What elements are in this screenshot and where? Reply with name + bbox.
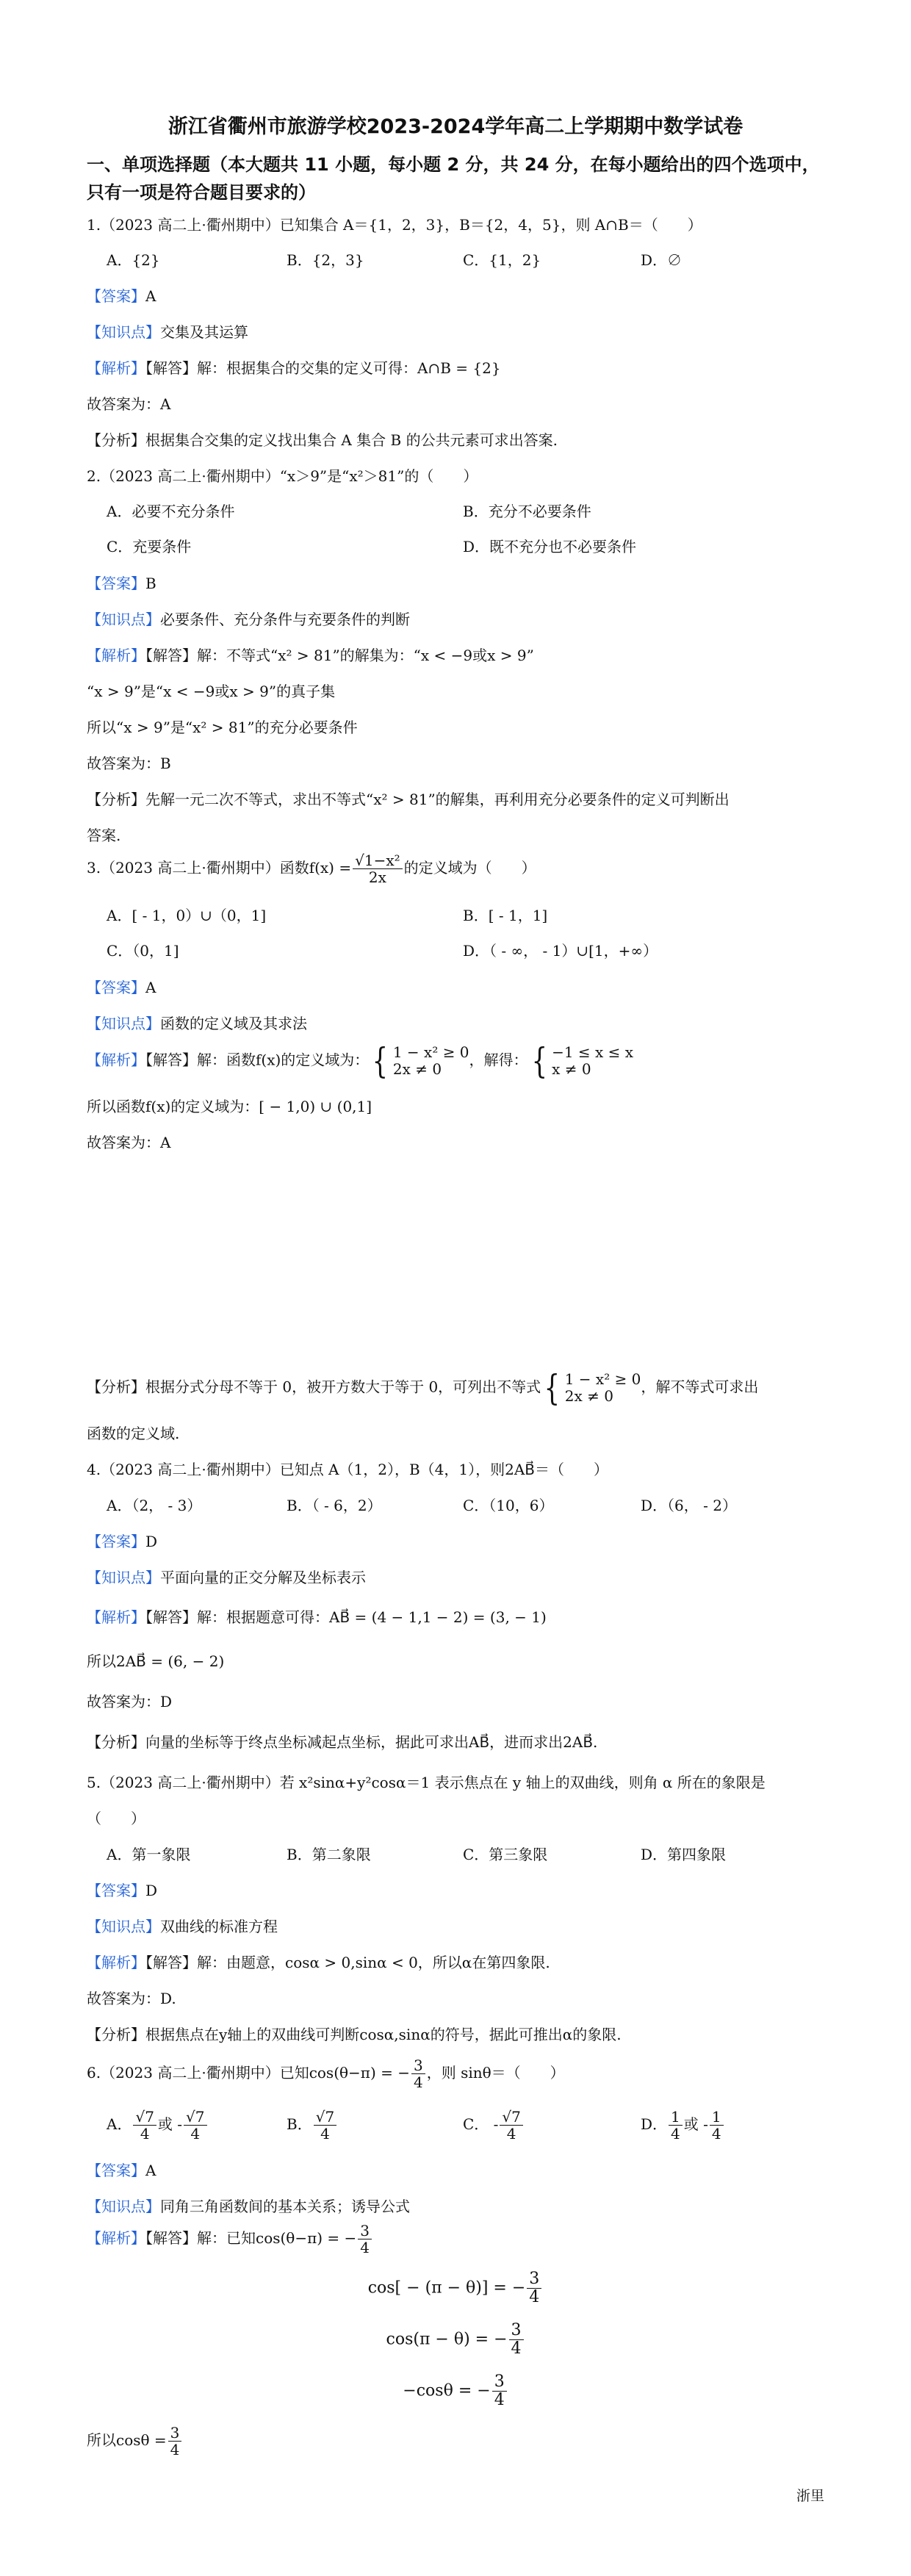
q1-option-b: B．{2，3} [287,251,364,269]
q5-option-d: D．第四象限 [641,1846,727,1863]
q4-option-d: D．（6， - 2） [641,1497,737,1514]
q4-option-b: B．（ - 6，2） [287,1497,382,1514]
question-5-stem-line-2: （ ） [87,1810,145,1827]
q4-result: 故答案为：D [87,1693,173,1710]
q1-fenxi: 【分析】根据集合交集的定义找出集合 A 集合 B 的公共元素可求出答案. [87,431,558,449]
q1-option-d: D．∅ [641,251,683,269]
q3-analysis: 【解析】【解答】解：函数f(x)的定义域为：{ 1 − x² ≥ 0 2x ≠ 0 ，解得：{ −1 ≤ x ≤ x x ≠ 0 [87,1040,634,1082]
q3-option-a: A．[ - 1，0）∪（0，1] [107,907,267,924]
q2-option-b: B．充分不必要条件 [463,503,591,520]
page-title: 浙江省衢州市旅游学校2023-2024学年高二上学期期中数学试卷 [168,115,743,138]
q3-fenxi: 【分析】根据分式分母不等于 0，被开方数大于等于 0，可列出不等式{ 1 − x² ≥ 0 2x ≠ 0 ，解不等式可求出 [87,1367,759,1408]
q4-option-a: A．（2， - 3） [107,1497,202,1514]
q6-option-c: C． - $\frac{√7}{4}$ [463,2109,525,2142]
q4-analysis-line-2: 所以2AB⃗ = (6, − 2) [87,1652,225,1670]
q1-analysis: 【解析】【解答】解：根据集合的交集的定义可得：A∩B = {2} [87,359,501,377]
q5-option-b: B．第二象限 [287,1846,371,1863]
q2-option-d: D．既不充分也不必要条件 [463,538,637,555]
q4-answer: 【答案】D [87,1533,158,1550]
q3-analysis-line-2: 所以函数f(x)的定义域为：[ − 1,0) ∪ (0,1] [87,1098,372,1115]
q2-option-c: C．充要条件 [107,538,192,555]
q2-result: 故答案为：B [87,755,171,772]
q3-fenxi-line-2: 函数的定义域. [87,1425,180,1442]
q6-answer: 【答案】A [87,2162,156,2179]
section-heading: 一、单项选择题（本大题共 11 小题，每小题 2 分，共 24 分，在每小题给出的四个选项中， 只有一项是符合题目要求的） [87,154,820,203]
q2-analysis: 【解析】【解答】解：不等式“x² > 81”的解集为：“x < −9或x > 9” [87,647,534,664]
question-6-stem: 6.（2023 高二上·衢州期中）已知cos(θ−π) = − $\frac{3}{4}$ ，则 sinθ＝（ ） [87,2057,565,2091]
q2-analysis-line-3: 所以“x > 9”是“x² > 81”的充分必要条件 [87,719,358,736]
q6-option-b: B． $\frac{√7}{4}$ [287,2109,338,2142]
q2-fenxi-line-2: 答案. [87,827,121,844]
q3-answer: 【答案】A [87,979,156,996]
q3-option-d: D．（ - ∞， - 1）∪[1，+∞） [463,942,658,960]
q1-knowledge: 【知识点】交集及其运算 [87,323,248,341]
q6-conclusion: 所以cosθ = $\frac{3}{4}$ [87,2425,183,2458]
question-4-stem: 4.（2023 高二上·衢州期中）已知点 A（1，2），B（4，1），则2AB⃗＝（ ） [87,1461,608,1478]
q1-result: 故答案为：A [87,395,171,413]
question-1-stem: 1.（2023 高二上·衢州期中）已知集合 A＝{1，2，3}，B＝{2，4，5}，则 A∩B＝（ ） [87,216,702,234]
q4-analysis: 【解析】【解答】解：根据题意可得：AB⃗ = (4 − 1,1 − 2) = (3, − 1) [87,1608,547,1626]
q2-analysis-line-2: “x > 9”是“x < −9或x > 9”的真子集 [87,683,336,700]
q5-option-c: C．第三象限 [463,1846,548,1863]
q5-result: 故答案为：D. [87,1990,176,2007]
q6-equation-3: −cosθ = − $\frac{3}{4}$ [0,2373,911,2409]
q2-answer: 【答案】B [87,575,156,592]
q6-equation-1: cos[ − (π − θ)] = − $\frac{3}{4}$ [0,2270,911,2306]
q6-analysis: 【解析】【解答】解：已知cos(θ−π) = − $\frac{3}{4}$ [87,2223,373,2256]
q2-option-a: A．必要不充分条件 [107,503,235,520]
q2-fenxi: 【分析】先解一元二次不等式，求出不等式“x² > 81”的解集，再利用充分必要条件的定义可判断出 [87,791,730,808]
q3-knowledge: 【知识点】函数的定义域及其求法 [87,1015,307,1032]
question-2-stem: 2.（2023 高二上·衢州期中）“x＞9”是“x²＞81”的（ ） [87,467,478,485]
q1-answer: 【答案】A [87,287,156,305]
q6-option-d: D． $\frac{1}{4}$ 或 - $\frac{1}{4}$ [641,2109,725,2142]
q3-option-c: C．（0，1] [107,942,179,960]
q6-knowledge: 【知识点】同角三角函数间的基本关系；诱导公式 [87,2198,410,2215]
q6-equation-2: cos(π − θ) = − $\frac{3}{4}$ [0,2322,911,2358]
q2-knowledge: 【知识点】必要条件、充分条件与充要条件的判断 [87,611,410,628]
question-5-stem: 5.（2023 高二上·衢州期中）若 x²sinα+y²cosα＝1 表示焦点在 y 轴上的双曲线，则角 α 所在的象限是 [87,1774,766,1791]
q5-fenxi: 【分析】根据焦点在y轴上的双曲线可判断cosα,sinα的符号，据此可推出α的象限. [87,2026,622,2043]
q5-option-a: A．第一象限 [107,1846,191,1863]
q5-knowledge: 【知识点】双曲线的标准方程 [87,1918,278,1935]
q4-fenxi: 【分析】向量的坐标等于终点坐标减起点坐标，据此可求出AB⃗，进而求出2AB⃗. [87,1733,598,1751]
page-footer: 浙里 [796,2488,824,2504]
q6-option-a: A． $\frac{√7}{4}$ 或 - $\frac{√7}{4}$ [107,2109,209,2142]
q4-knowledge: 【知识点】平面向量的正交分解及坐标表示 [87,1569,366,1586]
q4-option-c: C．（10，6） [463,1497,554,1514]
question-3-stem: 3.（2023 高二上·衢州期中）函数f(x) = $\frac{\text{√1−x²}}{2x}$ 的定义域为（ ） [87,852,536,886]
q1-option-a: A．{2} [107,251,160,269]
q3-result: 故答案为：A [87,1134,171,1151]
q1-option-c: C．{1，2} [463,251,541,269]
q3-option-b: B．[ - 1，1] [463,907,548,924]
q5-answer: 【答案】D [87,1882,158,1899]
q5-analysis: 【解析】【解答】解：由题意，cosα > 0,sinα < 0，所以α在第四象限. [87,1954,550,1971]
